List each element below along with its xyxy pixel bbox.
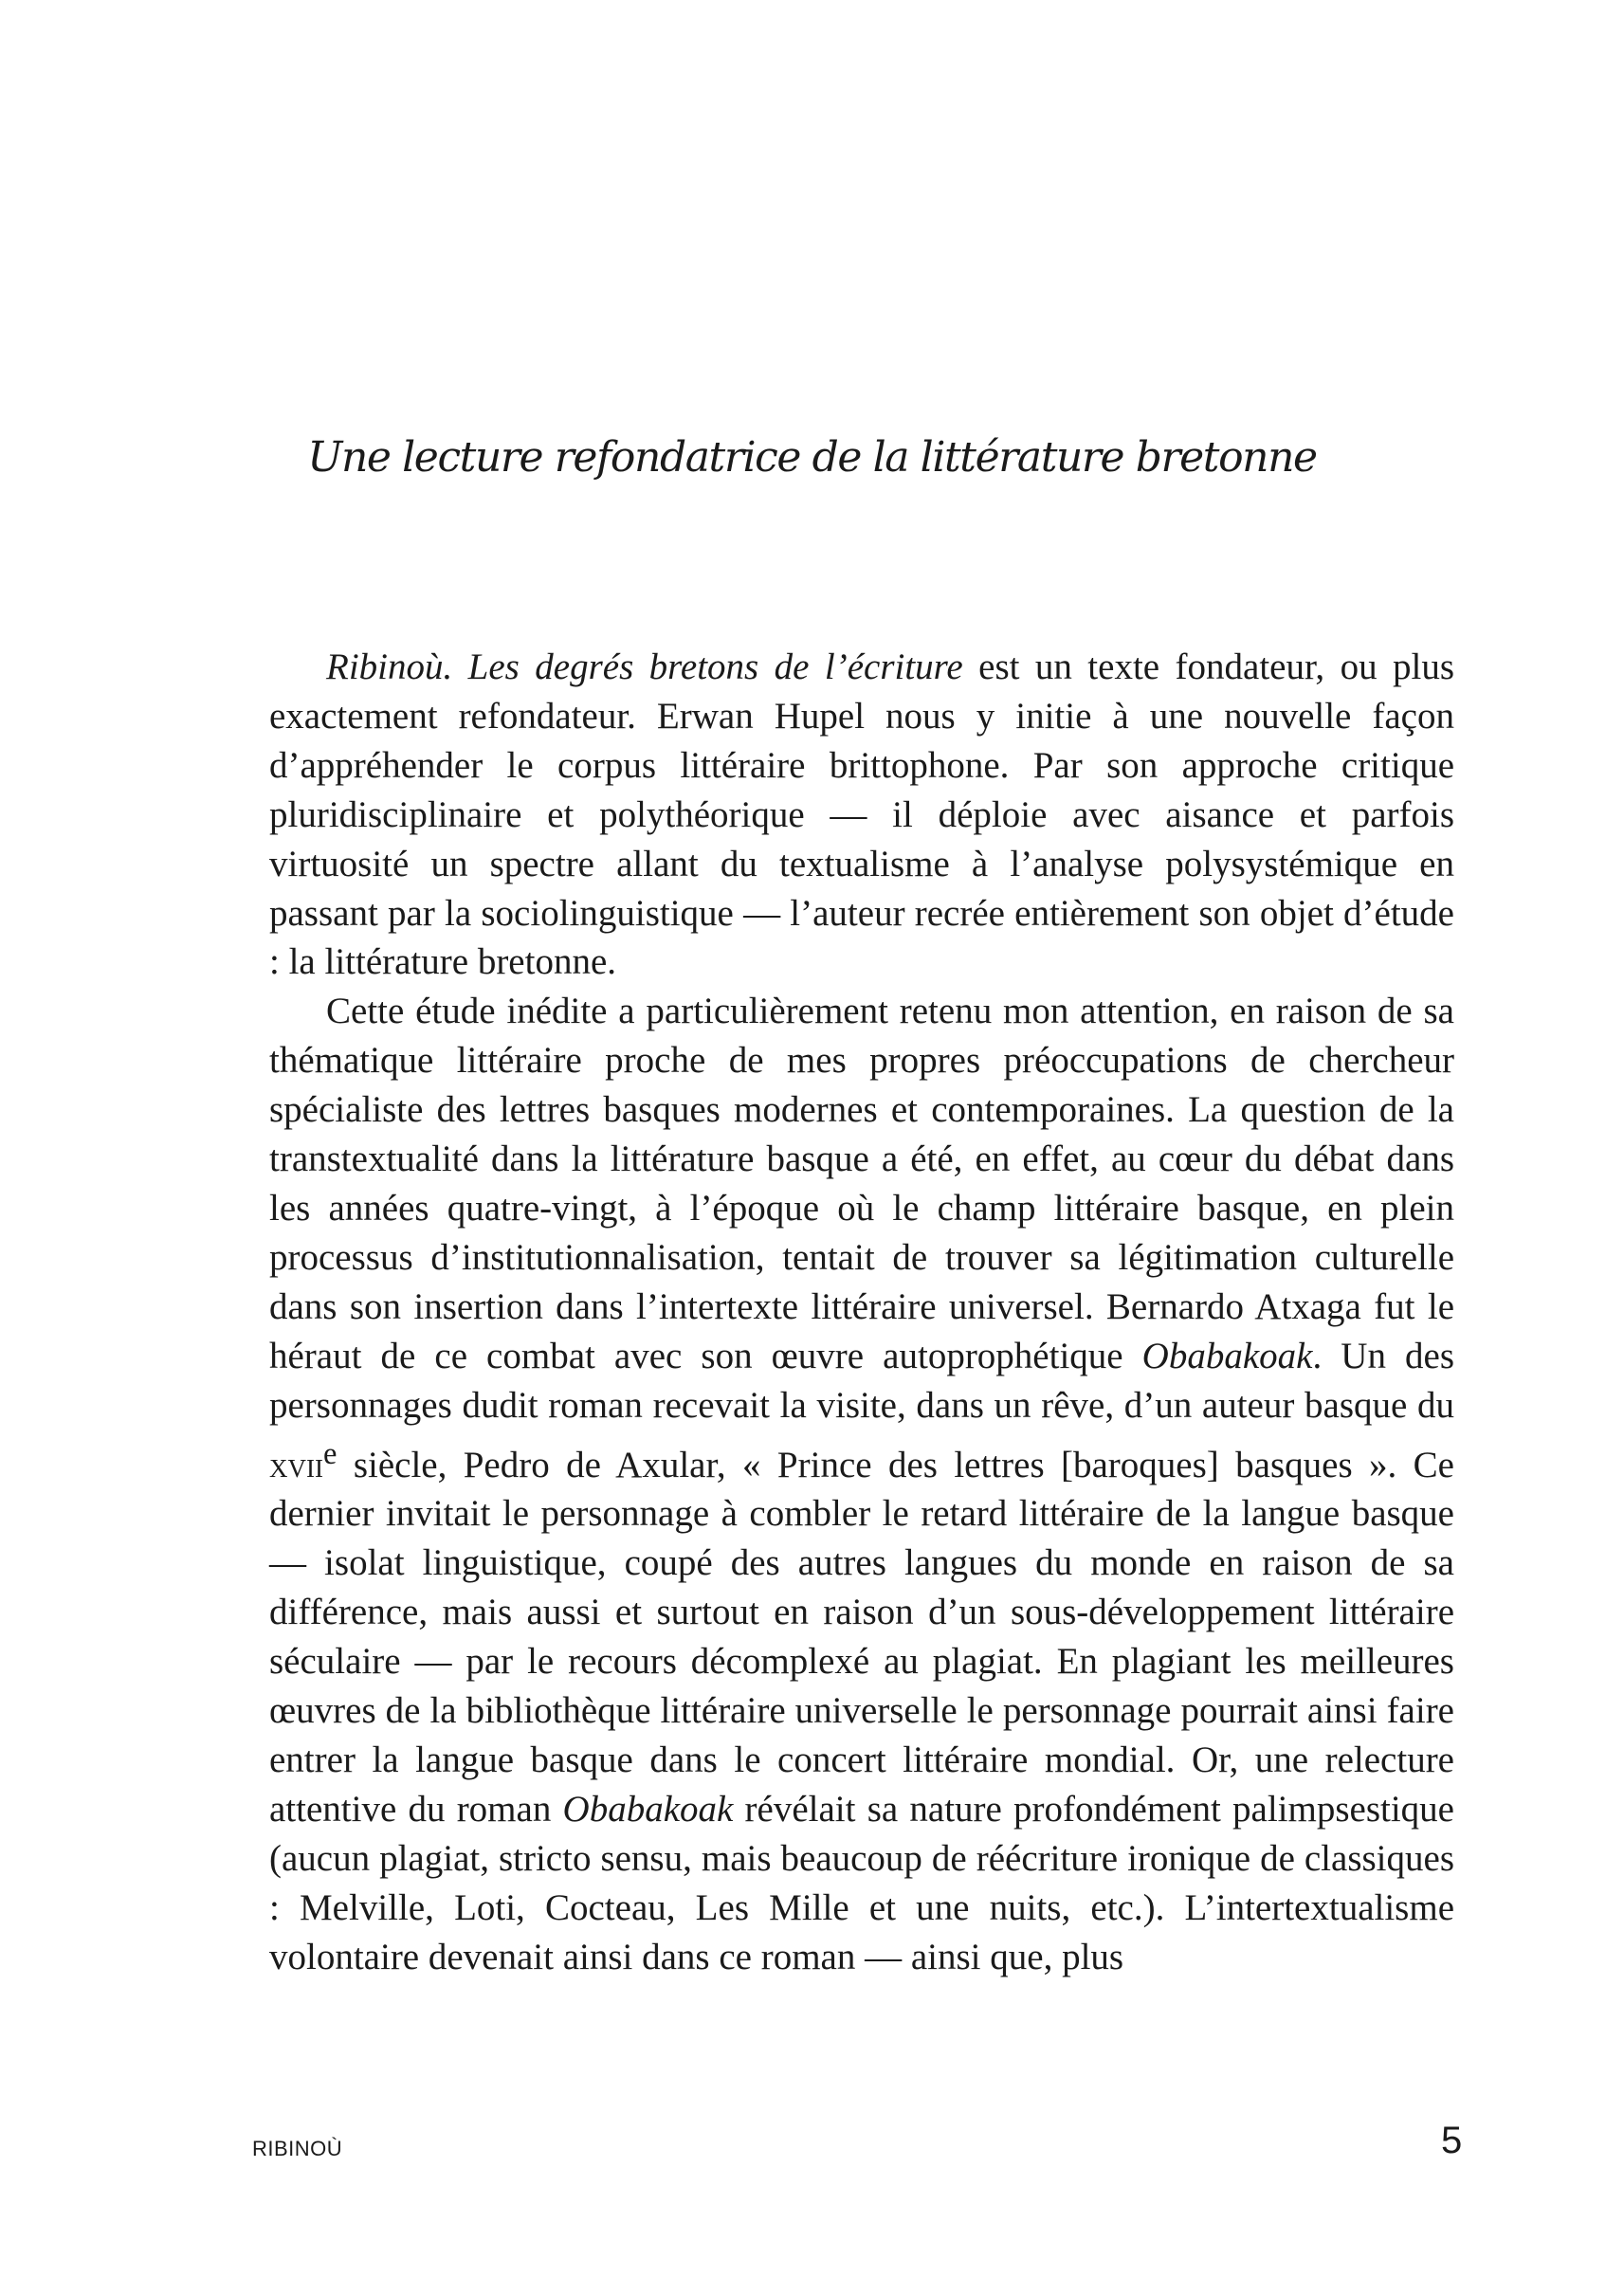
book-title-italic: Ribinoù. Les degrés bretons de l’écriture [326,647,963,687]
paragraph-2-text-b: . Un des personnages dudit roman recevait la visite, dans un rêve, d’un auteur basque du [269,1335,1454,1426]
body-text [269,643,1454,1981]
chapter-title: Une lecture refondatrice de la littérature bretonne [307,433,1317,482]
century-numeral: xvii [269,1444,323,1485]
page-number: 5 [1441,2120,1463,2161]
paragraph-1 [269,643,1454,987]
running-footer-title: RIBINOÙ [252,2137,343,2160]
paragraph-2-text-d: révélait sa nature profondément palimpsestique (aucun plagiat, stricto sensu, mais beaucoup de réécriture ironique de classiques : Melville, Loti, Cocteau, Les Mille et une nuits, etc.). L’intertextualisme volontaire devenait ainsi dans ce roman — ainsi que, plus [269,1788,1454,1977]
novel-title-italic: Obabakoak [562,1788,734,1830]
century-superscript: e [322,1436,338,1471]
paragraph-2-text-c: siècle, Pedro de Axular, « Prince des lettres [baroques] basques ». Ce dernier invitait le personnage à combler le retard littéraire de la langue basque — isolat linguistique, coupé des autres langues du monde en raison de sa différence, mais aussi et surtout en raison d’un sous-développement littéraire séculaire — par le recours décomplexé au plagiat. En plagiant les meilleures œuvres de la bibliothèque littéraire universelle le personnage pourrait ainsi faire entrer la langue basque dans le concert littéraire mondial. Or, une relecture attentive du roman [269,1444,1454,1830]
paragraph-2 [269,987,1454,1981]
paragraph-1-text: est un texte fondateur, ou plus exactement refondateur. Erwan Hupel nous y initie à une nouvelle façon d’appréhender le corpus littéraire brittophone. Par son approche critique pluridisciplinaire et polythéorique — il déploie avec aisance et parfois virtuosité un spectre allant du textualisme à l’analyse polysystémique en passant par la sociolinguistique — l’auteur recrée entièrement son objet d’étude : la littérature bretonne. [269,647,1455,983]
novel-title-italic: Obabakoak [1141,1335,1313,1376]
paragraph-2-text-a: Cette étude inédite a particulièrement retenu mon attention, en raison de sa thématique littéraire proche de mes propres préoccupations de chercheur spécialiste des lettres basques modernes et contemporaines. La question de la transtextualité dans la littérature basque a été, en effet, au cœur du débat dans les années quatre-vingt, à l’époque où le champ littéraire basque, en plein processus d’institutionnalisation, tentait de trouver sa légitimation culturelle dans son insertion dans l’intertexte littéraire universel. Bernardo Atxaga fut le héraut de ce combat avec son œuvre autoprophétique [269,991,1454,1376]
